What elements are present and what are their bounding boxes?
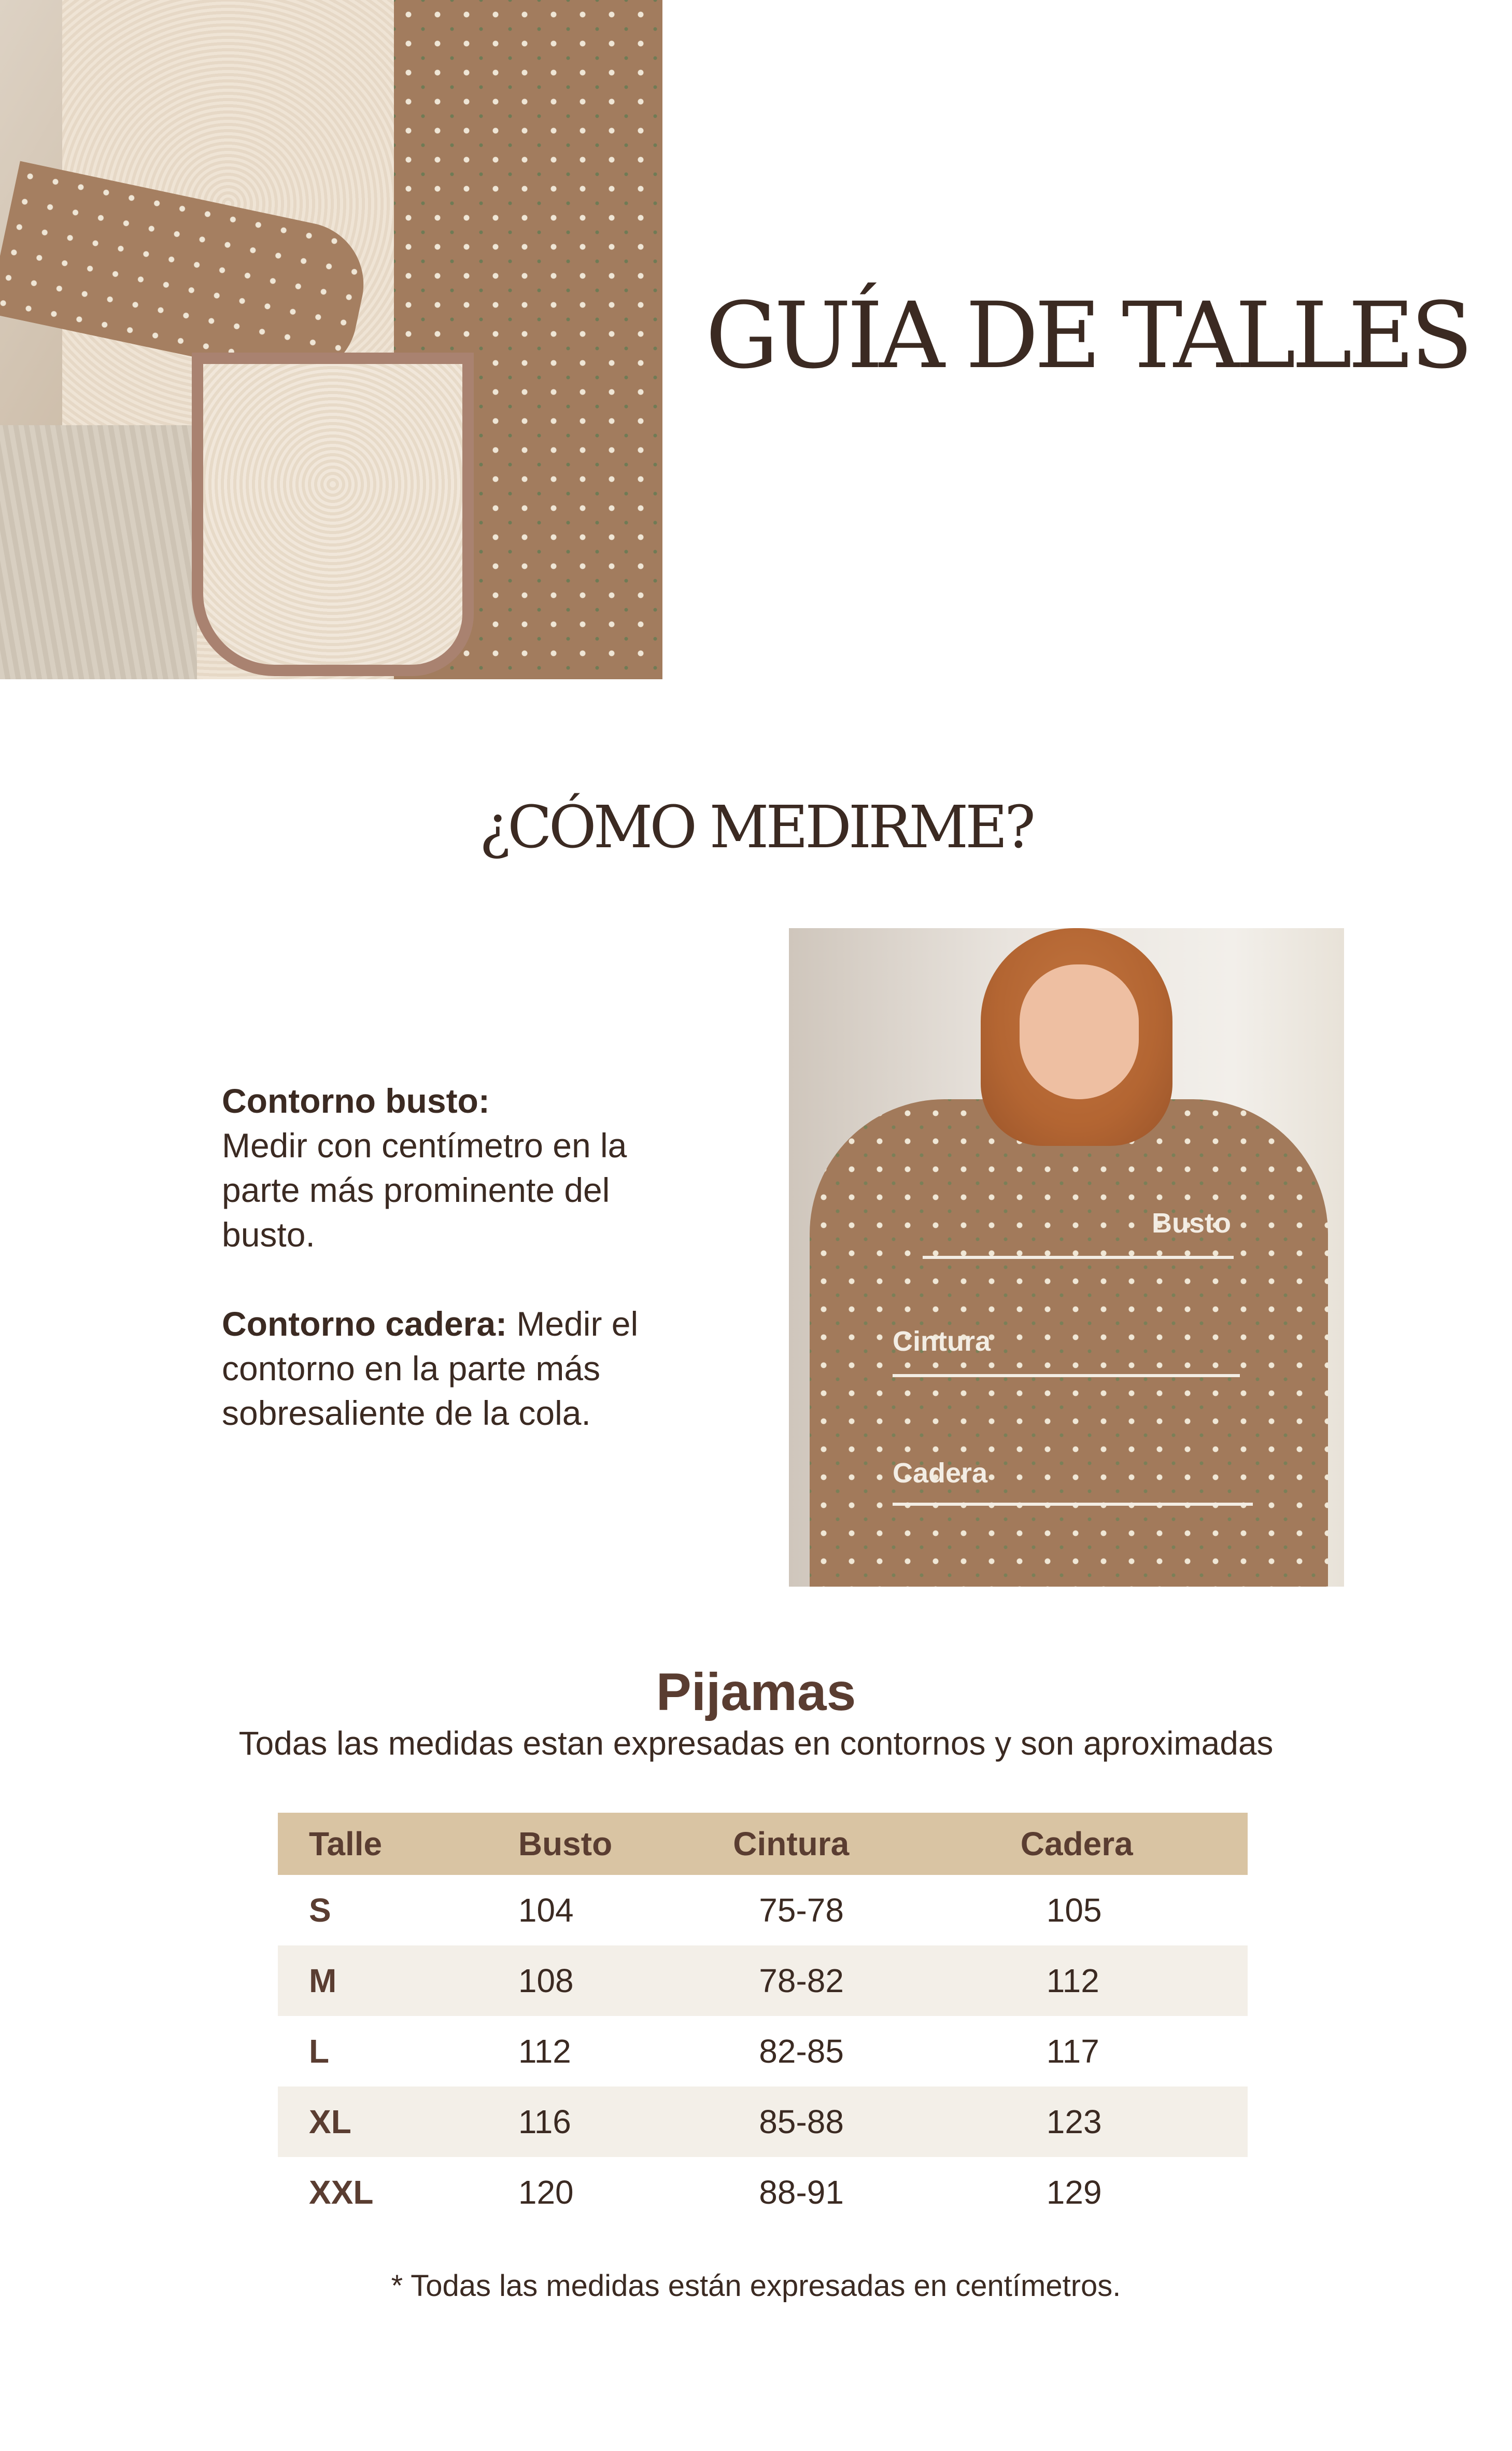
cintura-label: Cintura — [893, 1326, 991, 1357]
cell-cintura: 78-82 — [733, 1945, 1021, 2016]
cell-busto: 108 — [518, 1945, 733, 2016]
hero-photo — [0, 0, 662, 679]
measure-instructions — [222, 1079, 688, 1480]
footnote: * Todas las medidas están expresadas en centímetros. — [391, 2269, 1121, 2303]
cell-talle: L — [309, 2033, 330, 2070]
table-row — [278, 2157, 1248, 2228]
cell-talle: XL — [278, 2086, 518, 2157]
cell-cadera: 105 — [1046, 1892, 1102, 1929]
page-title: GUÍA DE TALLES — [705, 283, 1469, 389]
cell-cadera: 129 — [1046, 2174, 1102, 2211]
header-cadera: Cadera — [1021, 1813, 1248, 1875]
busto-label: Busto — [1152, 1208, 1231, 1239]
model-body — [810, 1099, 1328, 1587]
cell-busto: 104 — [518, 1892, 574, 1929]
busto-line — [923, 1256, 1234, 1259]
table-row — [278, 1945, 1248, 2016]
cell-cintura: 82-85 — [759, 2033, 844, 2070]
cell-talle: S — [309, 1892, 331, 1929]
table-row — [278, 1875, 1248, 1945]
header-talle: Talle — [278, 1813, 518, 1875]
busto-instruction — [222, 1079, 688, 1257]
how-to-title: ¿CÓMO MEDIRME? — [479, 794, 1033, 861]
cadera-heading: Contorno cadera: — [222, 1305, 507, 1343]
table-title: Pijamas — [656, 1662, 856, 1721]
cell-busto: 116 — [518, 2086, 733, 2157]
cell-cintura: 88-91 — [759, 2174, 844, 2211]
table-row — [278, 2086, 1248, 2157]
jacket-pocket — [192, 353, 474, 676]
cell-busto: 112 — [518, 2033, 571, 2070]
cell-cintura: 85-88 — [733, 2086, 1021, 2157]
table-row — [278, 2016, 1248, 2086]
knit-blanket — [0, 425, 197, 679]
model-face — [1020, 964, 1139, 1099]
busto-text: Medir con centímetro en la parte más prominente del busto. — [222, 1126, 627, 1254]
cell-talle: XXL — [309, 2174, 374, 2211]
busto-heading: Contorno busto: — [222, 1082, 490, 1120]
cell-cintura: 75-78 — [759, 1892, 844, 1929]
cadera-text: Medir el contorno en la parte más sobresaliente de la cola. — [222, 1305, 639, 1432]
cell-cadera: 117 — [1046, 2033, 1099, 2070]
cadera-label: Cadera — [893, 1458, 988, 1489]
table-header-row — [278, 1813, 1248, 1875]
cadera-line — [893, 1503, 1253, 1506]
model-photo — [789, 928, 1344, 1587]
cadera-instruction — [222, 1301, 688, 1435]
size-table — [278, 1813, 1248, 2228]
header-cintura: Cintura — [733, 1813, 1021, 1875]
header-busto: Busto — [518, 1813, 733, 1875]
cell-busto: 120 — [518, 2174, 574, 2211]
cell-cadera: 112 — [1021, 1945, 1248, 2016]
cintura-line — [893, 1374, 1240, 1377]
table-subtitle: Todas las medidas estan expresadas en contornos y son aproximadas — [238, 1725, 1274, 1762]
cell-cadera: 123 — [1021, 2086, 1248, 2157]
cell-talle: M — [278, 1945, 518, 2016]
